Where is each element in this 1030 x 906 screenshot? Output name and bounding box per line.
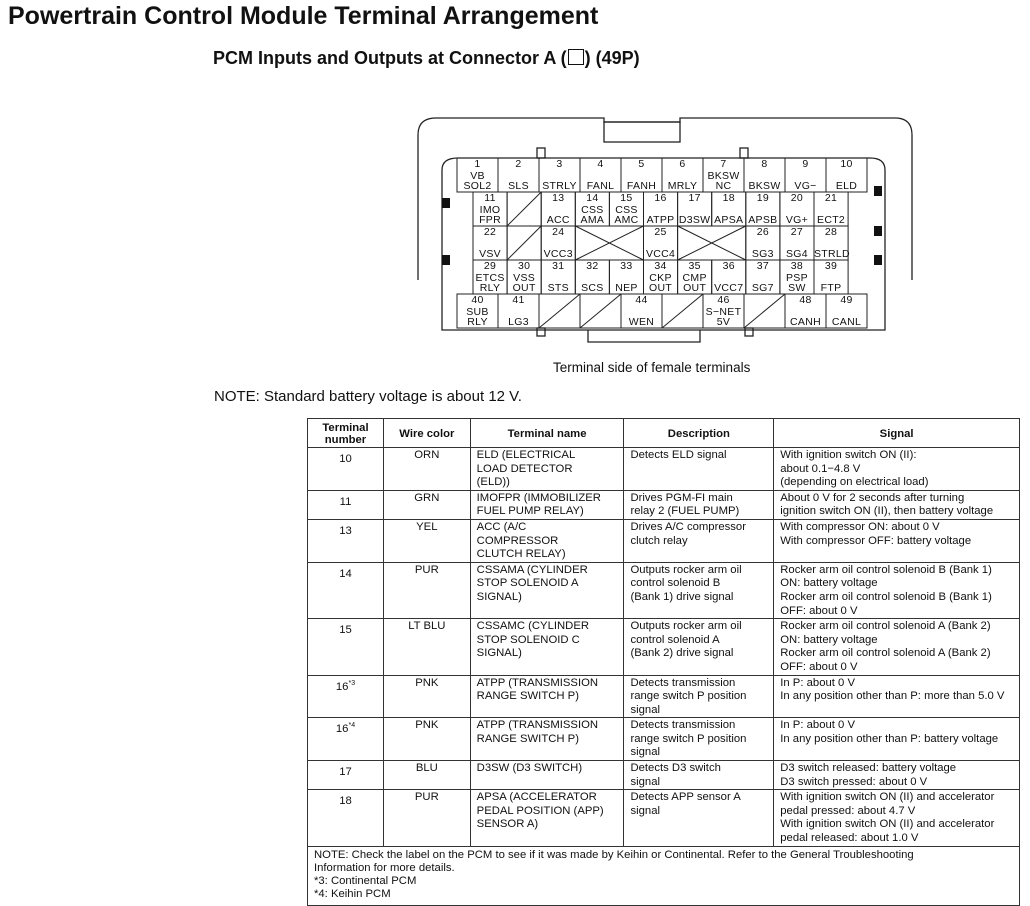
terminal-label: APSB — [748, 214, 778, 226]
terminal-label: VCC3 — [543, 248, 573, 260]
terminal-label: VSV — [479, 248, 501, 260]
terminal-15 — [609, 193, 643, 226]
terminal-label: STRLY — [542, 180, 577, 192]
terminal-label: LG3 — [508, 316, 529, 328]
terminal-number: 21 — [824, 192, 838, 204]
desc-cell: Outputs rocker arm oil control solenoid A (Bank 2) drive signal — [624, 619, 774, 675]
terminal-label: VB SOL2 — [463, 170, 492, 192]
terminal-39 — [814, 261, 848, 294]
unused-terminal-slash — [744, 294, 785, 328]
table-row — [308, 761, 1020, 790]
desc-cell: Detects ELD signal — [624, 448, 774, 491]
terminal-number: 15 — [339, 623, 352, 636]
name-cell: CSSAMC (CYLINDER STOP SOLENOID C SIGNAL) — [470, 619, 624, 675]
terminal-number: 14 — [339, 567, 352, 580]
terminal-label: PSP SW — [785, 272, 808, 294]
terminal-number-cell — [308, 675, 384, 718]
signal-cell: D3 switch released: battery voltage D3 switch pressed: about 0 V — [774, 761, 1020, 790]
terminal-28 — [814, 227, 848, 260]
terminal-number: 30 — [518, 260, 531, 272]
unused-terminal-slash — [580, 294, 621, 328]
terminal-number: 19 — [756, 192, 769, 204]
column-header: Terminal name — [470, 419, 624, 448]
signal-cell: About 0 V for 2 seconds after turning ignition switch ON (II), then battery voltage — [774, 490, 1020, 519]
terminal-22 — [473, 227, 507, 260]
terminal-label: SCS — [581, 282, 604, 294]
terminal-label: ECT2 — [817, 214, 846, 226]
name-cell: D3SW (D3 SWITCH) — [470, 761, 624, 790]
terminal-27 — [780, 227, 814, 260]
terminal-number: 32 — [586, 260, 599, 272]
name-cell: ACC (A/C COMPRESSOR CLUTCH RELAY) — [470, 519, 624, 562]
column-header: Signal — [774, 419, 1020, 448]
terminal-number: 28 — [824, 226, 838, 238]
terminal-number-cell — [308, 619, 384, 675]
terminal-number-cell — [308, 562, 384, 618]
terminal-number: 16 — [335, 680, 349, 693]
terminal-number: 8 — [761, 158, 768, 170]
terminal-number: 41 — [512, 294, 525, 306]
color-cell: YEL — [383, 519, 470, 562]
subtitle-text: PCM Inputs and Outputs at Connector A ( — [213, 48, 567, 68]
column-header: Description — [624, 419, 774, 448]
terminal-label: VSS OUT — [512, 272, 536, 294]
name-cell: CSSAMA (CYLINDER STOP SOLENOID A SIGNAL) — [470, 562, 624, 618]
terminal-number: 40 — [471, 294, 484, 306]
terminal-number: 16 — [335, 723, 349, 736]
color-cell: PNK — [383, 718, 470, 761]
signal-cell: With compressor ON: about 0 V With compressor OFF: battery voltage — [774, 519, 1020, 562]
terminal-label: ELD — [835, 180, 858, 192]
terminal-34 — [644, 261, 678, 294]
terminal-36 — [712, 261, 746, 294]
terminal-number-cell — [308, 761, 384, 790]
terminal-number: 33 — [620, 260, 633, 272]
terminal-2 — [498, 159, 539, 192]
terminal-number: 26 — [756, 226, 769, 238]
terminal-9 — [785, 159, 826, 192]
terminal-number: 35 — [688, 260, 701, 272]
color-cell: BLU — [383, 761, 470, 790]
color-cell: GRN — [383, 490, 470, 519]
color-cell: ORN — [383, 448, 470, 491]
color-cell: PNK — [383, 675, 470, 718]
desc-cell: Detects transmission range switch P position signal — [624, 718, 774, 761]
terminal-5 — [621, 159, 662, 192]
terminal-number: 10 — [840, 158, 853, 170]
unused-terminal-slash — [507, 192, 541, 226]
terminal-8 — [744, 159, 785, 192]
table-row — [308, 562, 1020, 618]
terminal-label: SG3 — [751, 248, 774, 260]
terminal-number: 10 — [339, 452, 352, 465]
terminal-label: IMO FPR — [479, 204, 501, 226]
terminal-1 — [457, 159, 498, 192]
terminal-number: 44 — [635, 294, 648, 306]
terminal-number: 14 — [586, 192, 599, 204]
terminal-number: 3 — [556, 158, 563, 170]
terminal-number: 4 — [597, 158, 604, 170]
terminal-33 — [609, 261, 643, 294]
terminal-46 — [703, 295, 744, 328]
color-cell: PUR — [383, 562, 470, 618]
table-row — [308, 718, 1020, 761]
terminal-number: 2 — [515, 158, 522, 170]
terminal-number: 37 — [756, 260, 769, 272]
terminal-label: VCC4 — [645, 248, 676, 260]
terminal-38 — [780, 261, 814, 294]
terminal-48 — [785, 295, 826, 328]
terminal-31 — [541, 261, 575, 294]
name-cell: ELD (ELECTRICAL LOAD DETECTOR (ELD)) — [470, 448, 624, 491]
terminal-number: 20 — [790, 192, 804, 204]
terminal-number: 36 — [722, 260, 735, 272]
color-cell: LT BLU — [383, 619, 470, 675]
terminal-label: WEN — [628, 316, 655, 328]
terminal-17 — [678, 193, 712, 226]
signal-cell: In P: about 0 V In any position other than P: more than 5.0 V — [774, 675, 1020, 718]
unused-terminal-slash — [507, 226, 541, 260]
terminal-number: 34 — [654, 260, 667, 272]
terminal-number: 13 — [552, 192, 565, 204]
terminal-label: APSA — [714, 214, 744, 226]
signal-cell: Rocker arm oil control solenoid A (Bank 2) ON: battery voltage Rocker arm oil control solenoid A (Bank 2) OFF: about 0 V — [774, 619, 1020, 675]
terminal-label: ETCS RLY — [475, 272, 505, 294]
desc-cell: Detects D3 switch signal — [624, 761, 774, 790]
battery-voltage-note: NOTE: Standard battery voltage is about 12 V. — [214, 388, 522, 405]
table-footnote-row — [308, 846, 1020, 905]
terminal-number-cell — [308, 519, 384, 562]
terminal-20 — [780, 193, 814, 226]
terminal-49 — [826, 295, 867, 328]
terminal-number: 18 — [339, 795, 352, 808]
terminal-number-cell — [308, 490, 384, 519]
terminal-number: 38 — [790, 260, 804, 272]
connector-diagram — [0, 0, 1030, 400]
table-row — [308, 619, 1020, 675]
table-row — [308, 448, 1020, 491]
terminal-label: SG7 — [751, 282, 774, 294]
name-cell: APSA (ACCELERATOR PEDAL POSITION (APP) SENSOR A) — [470, 790, 624, 846]
terminal-label: ACC — [546, 214, 570, 226]
terminal-21 — [814, 193, 848, 226]
terminal-44 — [621, 295, 662, 328]
terminal-number-cell — [308, 718, 384, 761]
terminal-40 — [457, 295, 498, 328]
desc-cell: Drives A/C compressor clutch relay — [624, 519, 774, 562]
terminal-label: ATPP — [646, 214, 675, 226]
terminal-number: 17 — [339, 765, 352, 778]
signal-cell: With ignition switch ON (II): about 0.1−4.8 V (depending on electrical load) — [774, 448, 1020, 491]
connector-caption: Terminal side of female terminals — [553, 360, 751, 375]
terminal-label: NEP — [615, 282, 638, 294]
terminal-number: 39 — [824, 260, 838, 272]
terminal-number: 15 — [620, 192, 633, 204]
terminal-18 — [712, 193, 746, 226]
terminal-29 — [473, 261, 507, 294]
signal-cell: In P: about 0 V In any position other than P: battery voltage — [774, 718, 1020, 761]
terminal-32 — [575, 261, 609, 294]
desc-cell: Outputs rocker arm oil control solenoid B (Bank 1) drive signal — [624, 562, 774, 618]
terminal-number: 24 — [552, 226, 565, 238]
name-cell: IMOFPR (IMMOBILIZER FUEL PUMP RELAY) — [470, 490, 624, 519]
terminal-table — [307, 418, 1020, 906]
color-cell: PUR — [383, 790, 470, 846]
signal-cell: Rocker arm oil control solenoid B (Bank 1) ON: battery voltage Rocker arm oil control solenoid B (Bank 1) OFF: about 0 V — [774, 562, 1020, 618]
desc-cell: Detects transmission range switch P position signal — [624, 675, 774, 718]
terminal-16 — [644, 193, 678, 226]
terminal-number: 6 — [679, 158, 686, 170]
terminal-label: CANL — [831, 316, 862, 328]
terminal-label: FANH — [626, 180, 657, 192]
terminal-25 — [644, 227, 678, 260]
terminal-number: 9 — [802, 158, 809, 170]
terminal-number: 46 — [717, 294, 730, 306]
terminal-4 — [580, 159, 621, 192]
terminal-6 — [662, 159, 703, 192]
terminal-number-cell — [308, 790, 384, 846]
terminal-label: D3SW — [678, 214, 711, 226]
terminal-35 — [678, 261, 712, 294]
table-row — [308, 790, 1020, 846]
terminal-label: CANH — [790, 316, 821, 328]
name-cell: ATPP (TRANSMISSION RANGE SWITCH P) — [470, 718, 624, 761]
terminal-number: 17 — [688, 192, 701, 204]
terminal-24 — [541, 227, 575, 260]
terminal-7 — [703, 159, 744, 192]
terminal-41 — [498, 295, 539, 328]
terminal-label: SG4 — [785, 248, 808, 260]
table-row — [308, 490, 1020, 519]
terminal-number: 25 — [654, 226, 667, 238]
terminal-label: BKSW — [748, 180, 781, 192]
terminal-number: 7 — [720, 158, 727, 170]
terminal-label: BKSW NC — [707, 170, 740, 192]
terminal-37 — [746, 261, 780, 294]
unused-terminal-slash — [539, 294, 580, 328]
terminal-number: 1 — [474, 158, 481, 170]
terminal-30 — [507, 261, 541, 294]
terminal-label: MRLY — [667, 180, 698, 192]
terminal-number: 5 — [638, 158, 645, 170]
unused-terminal-slash — [662, 294, 703, 328]
terminal-number: 11 — [484, 192, 496, 204]
terminal-11 — [473, 193, 507, 226]
footnote-ref: *3 — [348, 679, 356, 687]
terminal-10 — [826, 159, 867, 192]
name-cell: ATPP (TRANSMISSION RANGE SWITCH P) — [470, 675, 624, 718]
table-row — [308, 519, 1020, 562]
terminal-label: SUB RLY — [466, 306, 489, 328]
table-footnote: NOTE: Check the label on the PCM to see if it was made by Keihin or Continental. Refer to the General Troubleshooting Information for more details. *3: Continental PCM *4: Keihin PCM — [308, 846, 1020, 905]
terminal-19 — [746, 193, 780, 226]
terminal-26 — [746, 227, 780, 260]
table-header — [308, 419, 1020, 448]
terminal-label: VG+ — [785, 214, 809, 226]
terminal-3 — [539, 159, 580, 192]
terminal-label: VCC7 — [714, 282, 744, 294]
terminal-number-cell — [308, 448, 384, 491]
connector-outline — [0, 0, 1030, 400]
terminal-number: 18 — [722, 192, 735, 204]
terminal-number: 11 — [339, 495, 352, 508]
terminal-label: STRLD — [814, 248, 850, 260]
terminal-label: FANL — [586, 180, 615, 192]
column-header: Terminal number — [308, 419, 384, 448]
terminal-13 — [541, 193, 575, 226]
desc-cell: Detects APP sensor A signal — [624, 790, 774, 846]
signal-cell: With ignition switch ON (II) and accelerator pedal pressed: about 4.7 V With ignition switch ON (II) and accelerator pedal released: about 1.0 V — [774, 790, 1020, 846]
desc-cell: Drives PGM-FI main relay 2 (FUEL PUMP) — [624, 490, 774, 519]
table-row — [308, 675, 1020, 718]
page-title: Powertrain Control Module Terminal Arrangement — [8, 2, 599, 30]
footnote-ref: *4 — [348, 722, 356, 730]
terminal-number: 49 — [840, 294, 853, 306]
terminal-label: CSS AMA — [580, 204, 605, 226]
terminal-label: CKP OUT — [649, 272, 673, 294]
terminal-label: S−NET 5V — [705, 306, 742, 328]
column-header: Wire color — [383, 419, 470, 448]
terminal-label: VG− — [794, 180, 817, 192]
terminal-number: 16 — [654, 192, 667, 204]
terminal-number: 13 — [339, 524, 352, 537]
terminal-label: CSS AMC — [614, 204, 639, 226]
terminal-number: 31 — [552, 260, 565, 272]
terminal-14 — [575, 193, 609, 226]
subtitle-suffix: ) (49P) — [584, 48, 640, 68]
terminal-number: 29 — [483, 260, 497, 272]
terminal-number: 27 — [790, 226, 804, 238]
terminal-label: SLS — [508, 180, 529, 192]
terminal-label: STS — [547, 282, 569, 294]
terminal-number: 48 — [799, 294, 812, 306]
terminal-number: 22 — [483, 226, 497, 238]
terminal-label: CMP OUT — [682, 272, 707, 294]
terminal-label: FTP — [820, 282, 842, 294]
